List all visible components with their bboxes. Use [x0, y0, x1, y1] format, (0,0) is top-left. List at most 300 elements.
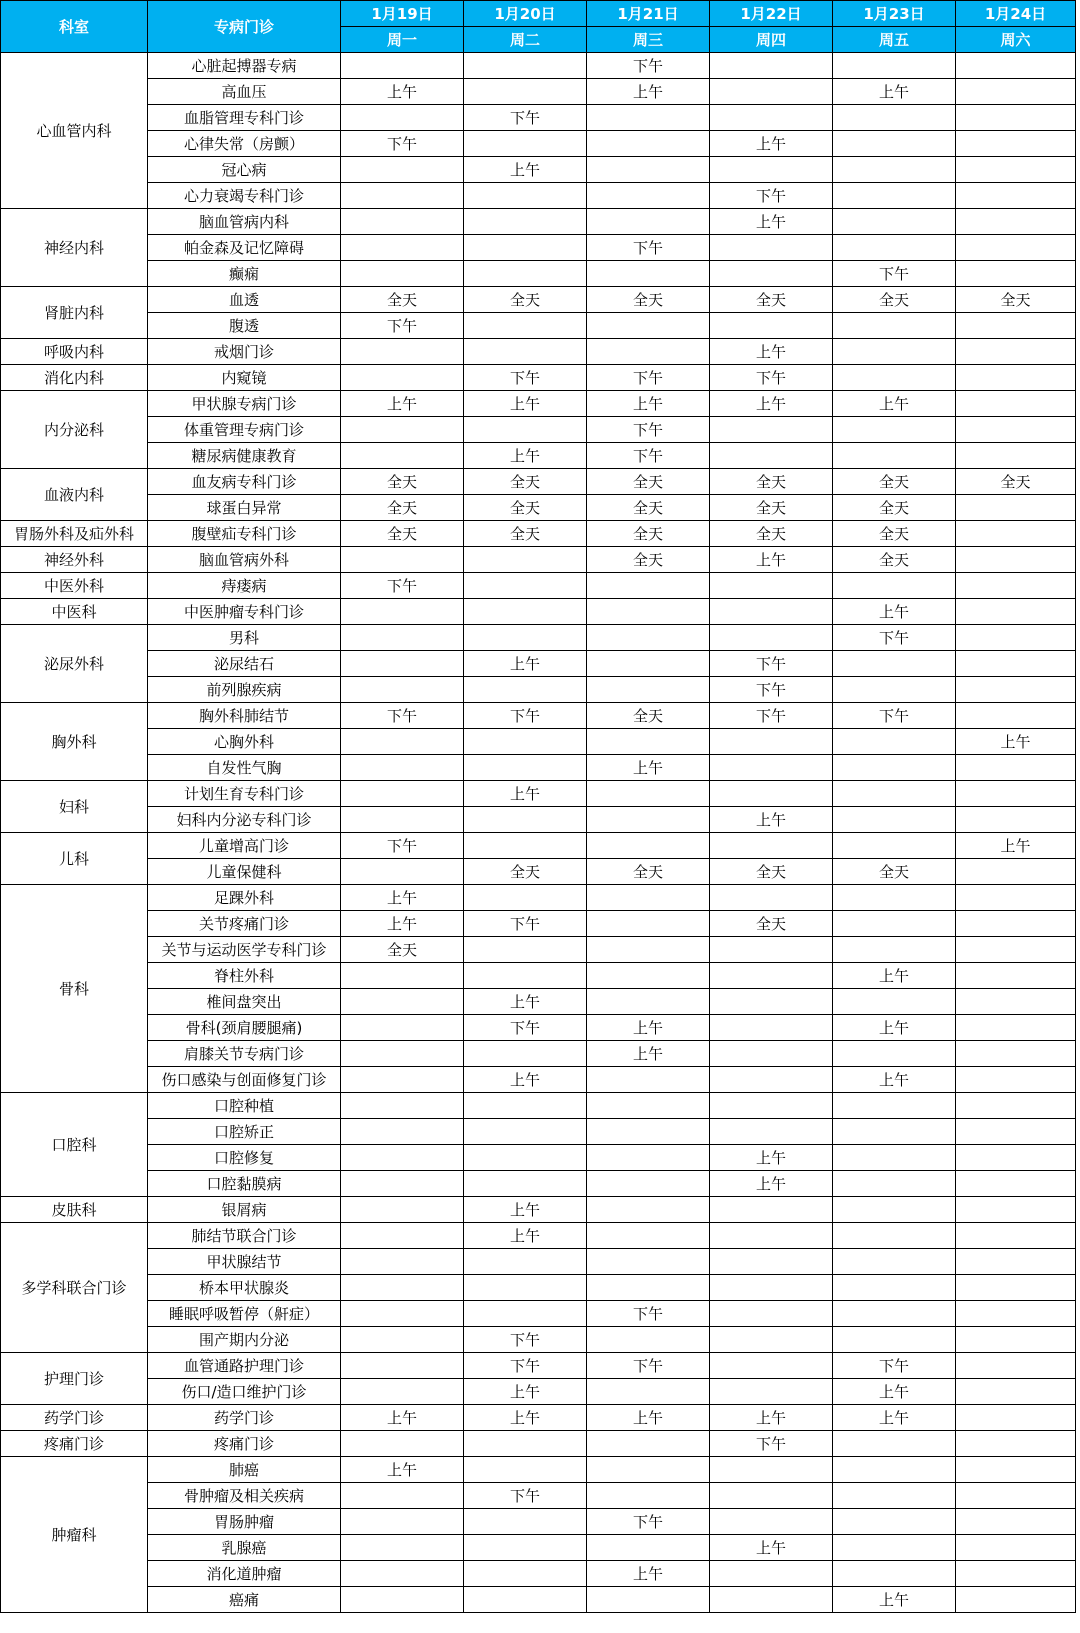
- schedule-slot-cell: [956, 963, 1076, 989]
- schedule-slot-cell: [833, 781, 956, 807]
- table-row: [1, 1249, 1076, 1275]
- schedule-slot-cell: [833, 1041, 956, 1067]
- clinic-name-cell: 足踝外科: [148, 885, 341, 911]
- table-row: [1, 1561, 1076, 1587]
- schedule-slot-cell: [341, 1509, 464, 1535]
- schedule-slot-cell: [341, 339, 464, 365]
- table-row: [1, 599, 1076, 625]
- schedule-slot-cell: [710, 599, 833, 625]
- table-row: [1, 755, 1076, 781]
- schedule-slot-cell: 全天: [464, 495, 587, 521]
- schedule-slot-cell: [956, 807, 1076, 833]
- schedule-slot-cell: 上午: [956, 833, 1076, 859]
- schedule-slot-cell: [710, 157, 833, 183]
- schedule-slot-cell: [956, 53, 1076, 79]
- schedule-slot-cell: 下午: [587, 417, 710, 443]
- schedule-slot-cell: [341, 157, 464, 183]
- schedule-slot-cell: 全天: [833, 859, 956, 885]
- schedule-slot-cell: 全天: [587, 859, 710, 885]
- schedule-slot-cell: [341, 1587, 464, 1613]
- schedule-slot-cell: [956, 911, 1076, 937]
- schedule-slot-cell: 上午: [833, 1379, 956, 1405]
- table-row: [1, 547, 1076, 573]
- schedule-slot-cell: [587, 1535, 710, 1561]
- schedule-slot-cell: [341, 547, 464, 573]
- schedule-slot-cell: [341, 755, 464, 781]
- department-cell: 疼痛门诊: [1, 1431, 148, 1457]
- schedule-slot-cell: 上午: [710, 1145, 833, 1171]
- schedule-slot-cell: [956, 1353, 1076, 1379]
- schedule-slot-cell: [710, 729, 833, 755]
- schedule-slot-cell: [587, 885, 710, 911]
- schedule-slot-cell: [956, 547, 1076, 573]
- schedule-slot-cell: 上午: [464, 443, 587, 469]
- schedule-slot-cell: [464, 131, 587, 157]
- clinic-name-cell: 痔瘘病: [148, 573, 341, 599]
- schedule-slot-cell: [341, 1327, 464, 1353]
- schedule-slot-cell: [341, 365, 464, 391]
- clinic-name-cell: 戒烟门诊: [148, 339, 341, 365]
- schedule-slot-cell: [341, 625, 464, 651]
- clinic-name-cell: 糖尿病健康教育: [148, 443, 341, 469]
- table-row: [1, 1301, 1076, 1327]
- schedule-slot-cell: 全天: [956, 469, 1076, 495]
- table-row: [1, 1509, 1076, 1535]
- clinic-name-cell: 肺结节联合门诊: [148, 1223, 341, 1249]
- department-cell: 胸外科: [1, 703, 148, 781]
- schedule-slot-cell: 全天: [341, 521, 464, 547]
- schedule-slot-cell: [464, 1145, 587, 1171]
- schedule-slot-cell: [587, 1145, 710, 1171]
- schedule-slot-cell: [833, 235, 956, 261]
- schedule-slot-cell: [464, 79, 587, 105]
- department-cell: 胃肠外科及疝外科: [1, 521, 148, 547]
- schedule-slot-cell: [956, 1249, 1076, 1275]
- table-row: [1, 131, 1076, 157]
- department-cell: 中医科: [1, 599, 148, 625]
- schedule-slot-cell: 全天: [710, 521, 833, 547]
- schedule-slot-cell: 全天: [710, 469, 833, 495]
- schedule-slot-cell: [587, 911, 710, 937]
- schedule-slot-cell: 全天: [833, 495, 956, 521]
- clinic-name-cell: 儿童保健科: [148, 859, 341, 885]
- schedule-slot-cell: [464, 235, 587, 261]
- schedule-slot-cell: 下午: [587, 1353, 710, 1379]
- table-row: [1, 1587, 1076, 1613]
- table-row: [1, 1041, 1076, 1067]
- clinic-name-cell: 心脏起搏器专病: [148, 53, 341, 79]
- schedule-slot-cell: [341, 1093, 464, 1119]
- header-date: 1月23日: [833, 1, 956, 27]
- schedule-slot-cell: [833, 1509, 956, 1535]
- schedule-slot-cell: [341, 1223, 464, 1249]
- header-weekday: 周一: [341, 27, 464, 53]
- schedule-slot-cell: [464, 547, 587, 573]
- schedule-slot-cell: [710, 1249, 833, 1275]
- schedule-slot-cell: [341, 1249, 464, 1275]
- clinic-name-cell: 心胸外科: [148, 729, 341, 755]
- schedule-slot-cell: [833, 1145, 956, 1171]
- department-cell: 妇科: [1, 781, 148, 833]
- schedule-slot-cell: [341, 443, 464, 469]
- clinic-name-cell: 脑血管病外科: [148, 547, 341, 573]
- schedule-slot-cell: [710, 1015, 833, 1041]
- schedule-slot-cell: 上午: [464, 651, 587, 677]
- department-cell: 神经内科: [1, 209, 148, 287]
- schedule-slot-cell: 上午: [710, 131, 833, 157]
- schedule-slot-cell: 全天: [341, 469, 464, 495]
- schedule-slot-cell: 下午: [464, 703, 587, 729]
- table-row: [1, 625, 1076, 651]
- schedule-slot-cell: [710, 1041, 833, 1067]
- schedule-slot-cell: [833, 833, 956, 859]
- clinic-name-cell: 癫痫: [148, 261, 341, 287]
- schedule-slot-cell: 全天: [833, 521, 956, 547]
- table-row: [1, 417, 1076, 443]
- schedule-slot-cell: [464, 1587, 587, 1613]
- schedule-slot-cell: [587, 261, 710, 287]
- schedule-slot-cell: 上午: [341, 911, 464, 937]
- schedule-slot-cell: [587, 183, 710, 209]
- schedule-slot-cell: 上午: [587, 1015, 710, 1041]
- schedule-slot-cell: [956, 1093, 1076, 1119]
- schedule-slot-cell: [587, 313, 710, 339]
- schedule-slot-cell: 全天: [341, 495, 464, 521]
- schedule-slot-cell: [833, 1197, 956, 1223]
- schedule-slot-cell: [464, 599, 587, 625]
- schedule-slot-cell: [587, 209, 710, 235]
- schedule-slot-cell: [710, 1093, 833, 1119]
- schedule-slot-cell: [956, 495, 1076, 521]
- department-cell: 肿瘤科: [1, 1457, 148, 1613]
- table-row: [1, 963, 1076, 989]
- table-row: [1, 287, 1076, 313]
- schedule-slot-cell: [956, 599, 1076, 625]
- schedule-slot-cell: [587, 157, 710, 183]
- schedule-slot-cell: [341, 729, 464, 755]
- schedule-slot-cell: 上午: [833, 1067, 956, 1093]
- clinic-name-cell: 骨科(颈肩腰腿痛): [148, 1015, 341, 1041]
- schedule-slot-cell: [833, 105, 956, 131]
- schedule-slot-cell: [833, 1431, 956, 1457]
- schedule-slot-cell: [710, 1379, 833, 1405]
- clinic-name-cell: 口腔种植: [148, 1093, 341, 1119]
- schedule-slot-cell: 下午: [464, 365, 587, 391]
- clinic-name-cell: 关节疼痛门诊: [148, 911, 341, 937]
- schedule-slot-cell: [341, 209, 464, 235]
- table-row: [1, 1353, 1076, 1379]
- schedule-slot-cell: [587, 1275, 710, 1301]
- schedule-slot-cell: [956, 677, 1076, 703]
- table-row: [1, 1067, 1076, 1093]
- schedule-slot-cell: [464, 1561, 587, 1587]
- schedule-slot-cell: [464, 1535, 587, 1561]
- schedule-slot-cell: 上午: [587, 1041, 710, 1067]
- schedule-slot-cell: [341, 1353, 464, 1379]
- schedule-slot-cell: 下午: [710, 183, 833, 209]
- schedule-slot-cell: [341, 989, 464, 1015]
- schedule-slot-cell: [341, 1483, 464, 1509]
- schedule-slot-cell: [464, 1119, 587, 1145]
- schedule-slot-cell: 上午: [464, 1067, 587, 1093]
- schedule-slot-cell: [587, 1483, 710, 1509]
- schedule-slot-cell: [341, 963, 464, 989]
- schedule-slot-cell: 上午: [587, 755, 710, 781]
- schedule-slot-cell: 下午: [341, 313, 464, 339]
- table-row: [1, 339, 1076, 365]
- clinic-name-cell: 药学门诊: [148, 1405, 341, 1431]
- schedule-slot-cell: [956, 1197, 1076, 1223]
- schedule-slot-cell: [833, 1223, 956, 1249]
- department-cell: 骨科: [1, 885, 148, 1093]
- schedule-slot-cell: [833, 1483, 956, 1509]
- department-cell: 消化内科: [1, 365, 148, 391]
- schedule-slot-cell: 全天: [956, 287, 1076, 313]
- schedule-slot-cell: [833, 1457, 956, 1483]
- schedule-slot-cell: [464, 573, 587, 599]
- schedule-slot-cell: [710, 313, 833, 339]
- schedule-slot-cell: 下午: [710, 365, 833, 391]
- table-row: [1, 469, 1076, 495]
- clinic-name-cell: 男科: [148, 625, 341, 651]
- schedule-slot-cell: [956, 131, 1076, 157]
- table-row: [1, 1379, 1076, 1405]
- schedule-slot-cell: 上午: [587, 391, 710, 417]
- department-cell: 神经外科: [1, 547, 148, 573]
- table-row: [1, 1197, 1076, 1223]
- schedule-slot-cell: 上午: [464, 1223, 587, 1249]
- schedule-slot-cell: [956, 313, 1076, 339]
- schedule-slot-cell: [833, 755, 956, 781]
- schedule-slot-cell: 下午: [464, 1483, 587, 1509]
- clinic-name-cell: 血管通路护理门诊: [148, 1353, 341, 1379]
- schedule-slot-cell: [464, 1301, 587, 1327]
- schedule-slot-cell: [956, 521, 1076, 547]
- clinic-name-cell: 甲状腺专病门诊: [148, 391, 341, 417]
- schedule-slot-cell: [341, 807, 464, 833]
- schedule-slot-cell: [833, 885, 956, 911]
- schedule-slot-cell: [833, 729, 956, 755]
- schedule-slot-cell: [464, 963, 587, 989]
- table-body: [1, 53, 1076, 1613]
- schedule-slot-cell: [833, 1327, 956, 1353]
- schedule-slot-cell: 下午: [464, 911, 587, 937]
- clinic-name-cell: 自发性气胸: [148, 755, 341, 781]
- table-row: [1, 235, 1076, 261]
- schedule-slot-cell: [956, 157, 1076, 183]
- schedule-slot-cell: [341, 677, 464, 703]
- schedule-slot-cell: 上午: [710, 547, 833, 573]
- schedule-slot-cell: [710, 1223, 833, 1249]
- clinic-name-cell: 银屑病: [148, 1197, 341, 1223]
- schedule-slot-cell: [710, 443, 833, 469]
- schedule-slot-cell: 全天: [587, 495, 710, 521]
- clinic-name-cell: 腹透: [148, 313, 341, 339]
- schedule-slot-cell: 全天: [587, 287, 710, 313]
- schedule-slot-cell: [956, 989, 1076, 1015]
- schedule-slot-cell: 下午: [341, 703, 464, 729]
- table-row: [1, 1093, 1076, 1119]
- schedule-slot-cell: [587, 1327, 710, 1353]
- schedule-slot-cell: 下午: [710, 677, 833, 703]
- schedule-slot-cell: [587, 131, 710, 157]
- schedule-slot-cell: [710, 989, 833, 1015]
- table-row: [1, 53, 1076, 79]
- schedule-slot-cell: [341, 261, 464, 287]
- schedule-slot-cell: 全天: [833, 469, 956, 495]
- schedule-slot-cell: [956, 105, 1076, 131]
- schedule-slot-cell: [710, 53, 833, 79]
- schedule-slot-cell: [587, 1249, 710, 1275]
- schedule-slot-cell: [587, 989, 710, 1015]
- clinic-name-cell: 心律失常（房颤）: [148, 131, 341, 157]
- schedule-slot-cell: [710, 963, 833, 989]
- schedule-slot-cell: 上午: [833, 391, 956, 417]
- schedule-slot-cell: 上午: [833, 599, 956, 625]
- schedule-slot-cell: 上午: [464, 1405, 587, 1431]
- clinic-name-cell: 泌尿结石: [148, 651, 341, 677]
- clinic-name-cell: 中医肿瘤专科门诊: [148, 599, 341, 625]
- schedule-slot-cell: 全天: [587, 469, 710, 495]
- schedule-slot-cell: [956, 79, 1076, 105]
- schedule-slot-cell: 上午: [464, 989, 587, 1015]
- schedule-slot-cell: 上午: [341, 885, 464, 911]
- schedule-slot-cell: 下午: [833, 1353, 956, 1379]
- schedule-slot-cell: [464, 937, 587, 963]
- schedule-slot-cell: 上午: [710, 1535, 833, 1561]
- schedule-slot-cell: 全天: [464, 469, 587, 495]
- schedule-slot-cell: 上午: [710, 339, 833, 365]
- schedule-slot-cell: [587, 1171, 710, 1197]
- schedule-slot-cell: [464, 1431, 587, 1457]
- schedule-slot-cell: [710, 1483, 833, 1509]
- clinic-name-cell: 腹壁疝专科门诊: [148, 521, 341, 547]
- schedule-slot-cell: 上午: [833, 79, 956, 105]
- schedule-slot-cell: [956, 1327, 1076, 1353]
- clinic-name-cell: 胃肠肿瘤: [148, 1509, 341, 1535]
- schedule-slot-cell: [956, 1457, 1076, 1483]
- schedule-slot-cell: [710, 755, 833, 781]
- schedule-slot-cell: [710, 937, 833, 963]
- schedule-slot-cell: [956, 755, 1076, 781]
- schedule-slot-cell: [464, 417, 587, 443]
- schedule-slot-cell: [710, 625, 833, 651]
- clinic-name-cell: 冠心病: [148, 157, 341, 183]
- schedule-slot-cell: [464, 183, 587, 209]
- schedule-slot-cell: [710, 235, 833, 261]
- schedule-slot-cell: [833, 365, 956, 391]
- schedule-slot-cell: [464, 833, 587, 859]
- table-row: [1, 651, 1076, 677]
- schedule-slot-cell: 全天: [587, 547, 710, 573]
- clinic-name-cell: 心力衰竭专科门诊: [148, 183, 341, 209]
- table-row: [1, 105, 1076, 131]
- schedule-slot-cell: 上午: [464, 1197, 587, 1223]
- schedule-slot-cell: [710, 1509, 833, 1535]
- schedule-slot-cell: [956, 1119, 1076, 1145]
- schedule-slot-cell: 上午: [710, 1171, 833, 1197]
- header-date: 1月20日: [464, 1, 587, 27]
- schedule-slot-cell: [587, 677, 710, 703]
- clinic-name-cell: 计划生育专科门诊: [148, 781, 341, 807]
- clinic-name-cell: 骨肿瘤及相关疾病: [148, 1483, 341, 1509]
- schedule-slot-cell: [341, 53, 464, 79]
- schedule-slot-cell: [956, 183, 1076, 209]
- schedule-slot-cell: [341, 859, 464, 885]
- table-row: [1, 911, 1076, 937]
- table-row: [1, 1457, 1076, 1483]
- clinic-name-cell: 椎间盘突出: [148, 989, 341, 1015]
- table-row: [1, 885, 1076, 911]
- table-row: [1, 1223, 1076, 1249]
- department-cell: 内分泌科: [1, 391, 148, 469]
- schedule-slot-cell: [464, 313, 587, 339]
- department-cell: 肾脏内科: [1, 287, 148, 339]
- schedule-slot-cell: 上午: [464, 157, 587, 183]
- table-row: [1, 1015, 1076, 1041]
- clinic-name-cell: 妇科内分泌专科门诊: [148, 807, 341, 833]
- schedule-slot-cell: [341, 1067, 464, 1093]
- schedule-slot-cell: [710, 1301, 833, 1327]
- header-weekday: 周五: [833, 27, 956, 53]
- schedule-slot-cell: 全天: [341, 937, 464, 963]
- schedule-slot-cell: [341, 1145, 464, 1171]
- schedule-slot-cell: [710, 1327, 833, 1353]
- schedule-slot-cell: [587, 729, 710, 755]
- schedule-slot-cell: [341, 417, 464, 443]
- clinic-name-cell: 疼痛门诊: [148, 1431, 341, 1457]
- schedule-slot-cell: [710, 573, 833, 599]
- schedule-slot-cell: [464, 807, 587, 833]
- clinic-name-cell: 脊柱外科: [148, 963, 341, 989]
- schedule-slot-cell: [341, 1119, 464, 1145]
- schedule-slot-cell: [956, 1509, 1076, 1535]
- schedule-slot-cell: [587, 625, 710, 651]
- clinic-name-cell: 围产期内分泌: [148, 1327, 341, 1353]
- schedule-slot-cell: [341, 1535, 464, 1561]
- schedule-slot-cell: 上午: [341, 1405, 464, 1431]
- table-row: [1, 989, 1076, 1015]
- clinic-name-cell: 脑血管病内科: [148, 209, 341, 235]
- clinic-name-cell: 体重管理专病门诊: [148, 417, 341, 443]
- table-row: [1, 703, 1076, 729]
- schedule-slot-cell: [833, 1249, 956, 1275]
- schedule-slot-cell: [710, 833, 833, 859]
- schedule-slot-cell: [587, 1067, 710, 1093]
- schedule-slot-cell: [464, 729, 587, 755]
- clinic-name-cell: 甲状腺结节: [148, 1249, 341, 1275]
- department-cell: 儿科: [1, 833, 148, 885]
- schedule-slot-cell: 上午: [341, 1457, 464, 1483]
- schedule-slot-cell: [833, 1171, 956, 1197]
- schedule-slot-cell: 全天: [587, 521, 710, 547]
- schedule-slot-cell: [833, 911, 956, 937]
- schedule-slot-cell: [956, 1015, 1076, 1041]
- schedule-slot-cell: [464, 1093, 587, 1119]
- schedule-slot-cell: [464, 625, 587, 651]
- schedule-slot-cell: [956, 339, 1076, 365]
- clinic-name-cell: 口腔修复: [148, 1145, 341, 1171]
- schedule-slot-cell: 上午: [587, 1405, 710, 1431]
- schedule-slot-cell: [956, 1301, 1076, 1327]
- clinic-name-cell: 血友病专科门诊: [148, 469, 341, 495]
- department-cell: 呼吸内科: [1, 339, 148, 365]
- schedule-slot-cell: [587, 1457, 710, 1483]
- schedule-slot-cell: [587, 1119, 710, 1145]
- schedule-slot-cell: [587, 573, 710, 599]
- header-row-dates: [1, 1, 1076, 27]
- schedule-slot-cell: 下午: [464, 1015, 587, 1041]
